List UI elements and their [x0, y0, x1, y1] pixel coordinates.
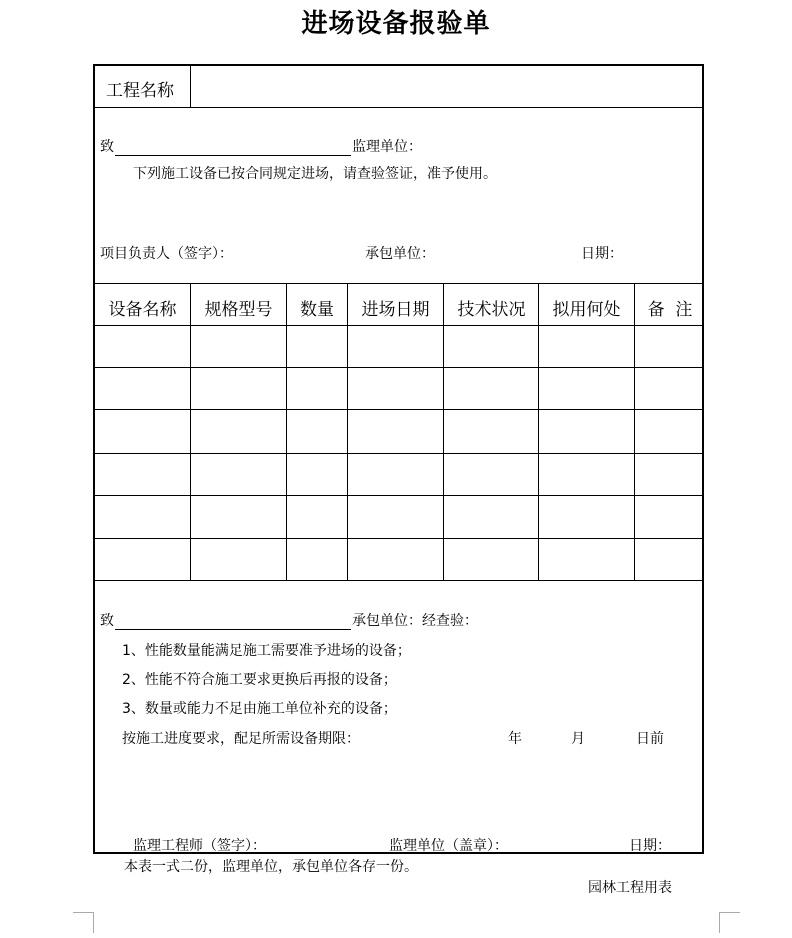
table-column-divider	[634, 283, 635, 580]
table-row-divider	[95, 538, 702, 539]
table-row-divider	[95, 453, 702, 454]
review-item-1: 1、性能数量能满足施工需要准予进场的设备；	[122, 643, 411, 659]
header-remarks: 备 注	[647, 300, 693, 320]
deadline-year: 年	[508, 731, 522, 747]
page-corner-mark	[719, 912, 740, 933]
review-to-label: 致	[100, 613, 114, 629]
review-item-3: 3、数量或能力不足由施工单位补充的设备；	[122, 701, 397, 717]
contractor-checked-label: 承包单位：经查验：	[352, 613, 478, 629]
divider	[95, 283, 702, 284]
header-spec-model: 规格型号	[204, 300, 273, 320]
to-label: 致	[100, 139, 114, 155]
table-bottom-divider	[95, 580, 702, 581]
review-to-line	[100, 610, 478, 630]
deadline-day-before: 日前	[636, 731, 664, 747]
table-column-divider	[190, 283, 191, 580]
supervisor-unit-label: 监理单位：	[352, 139, 422, 155]
header-entry-date: 进场日期	[361, 300, 430, 320]
table-column-divider	[538, 283, 539, 580]
project-name-label: 工程名称	[106, 81, 174, 101]
date-label: 日期：	[581, 246, 623, 262]
divider	[190, 66, 191, 107]
to-line	[100, 136, 422, 156]
project-leader-label: 项目负责人（签字）：	[100, 246, 233, 262]
table-column-divider	[443, 283, 444, 580]
footnote: 本表一式二份，监理单位，承包单位各存一份。	[124, 859, 418, 875]
header-equipment-name: 设备名称	[108, 300, 177, 320]
recipient-blank[interactable]	[115, 141, 351, 156]
table-column-divider	[347, 283, 348, 580]
review-date-label: 日期：	[629, 838, 671, 854]
table-row-divider	[95, 325, 702, 326]
table-row-divider	[95, 409, 702, 410]
supervisor-seal-label: 监理单位（盖章）：	[389, 838, 508, 854]
table-row-divider	[95, 367, 702, 368]
table-row-divider	[95, 495, 702, 496]
deadline-month: 月	[571, 731, 585, 747]
review-item-2: 2、性能不符合施工要求更换后再报的设备；	[122, 672, 397, 688]
contractor-unit-label: 承包单位：	[365, 246, 435, 262]
review-recipient-blank[interactable]	[115, 615, 351, 630]
document-title: 进场设备报验单	[301, 9, 491, 39]
project-name-field[interactable]	[192, 67, 702, 106]
engineer-signature-label: 监理工程师（签字）：	[133, 838, 266, 854]
header-tech-status: 技术状况	[457, 300, 526, 320]
form-table	[93, 64, 704, 854]
header-intended-use: 拟用何处	[552, 300, 621, 320]
header-quantity: 数量	[300, 300, 334, 320]
intro-text: 下列施工设备已按合同规定进场，请查验签证，准予使用。	[133, 166, 497, 182]
page-corner-mark	[73, 912, 94, 933]
deadline-label: 按施工进度要求，配足所需设备期限：	[122, 731, 360, 747]
divider	[95, 107, 702, 108]
table-column-divider	[286, 283, 287, 580]
form-use-label: 园林工程用表	[588, 880, 672, 896]
